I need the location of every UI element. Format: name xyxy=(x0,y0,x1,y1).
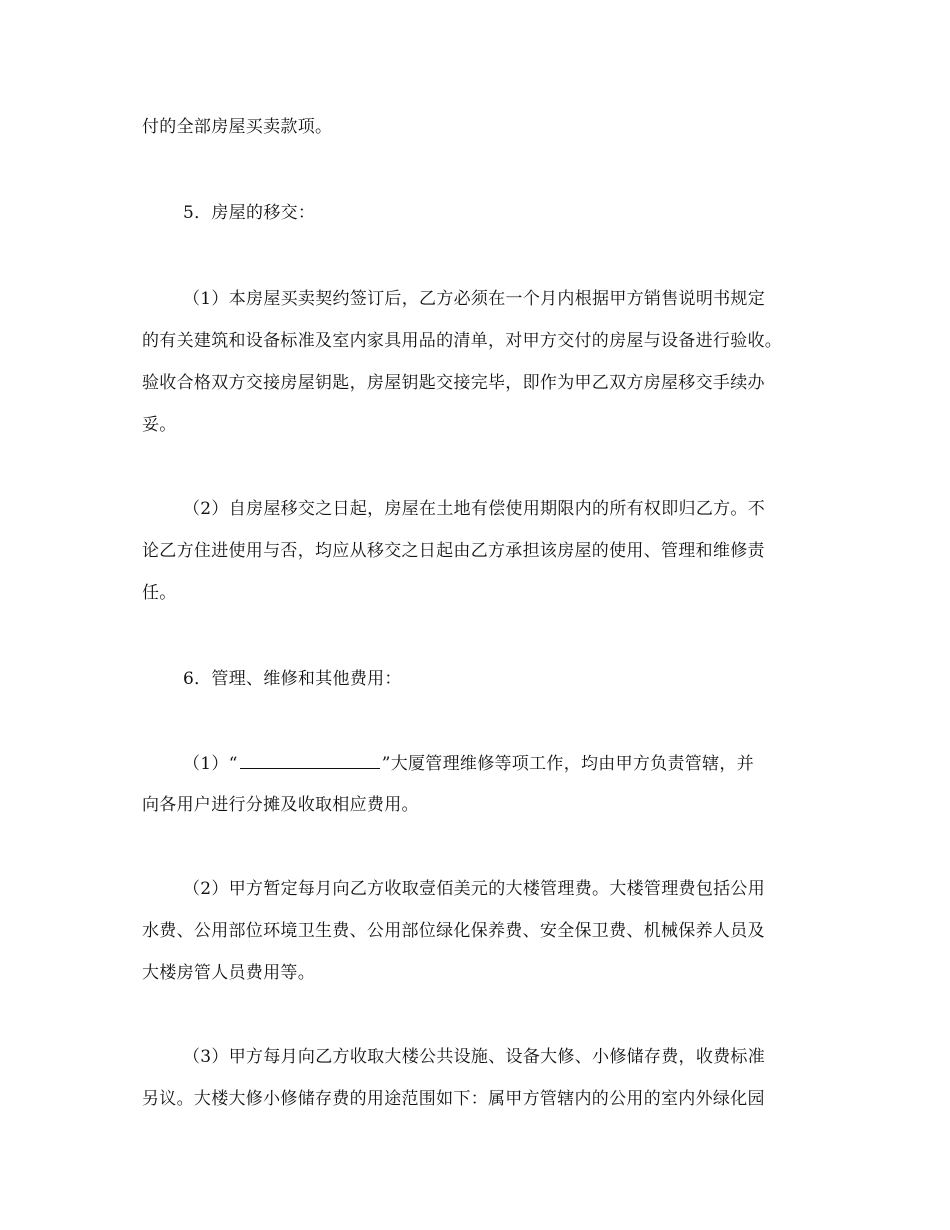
text-line: （3）甲方每月向乙方收取大楼公共设施、设备大修、小修储存费，收费标准 xyxy=(183,1047,766,1067)
text-line: 水费、公用部位环境卫生费、公用部位绿化保养费、安全保卫费、机械保养人员及 xyxy=(142,921,765,941)
section-heading-5: 5．房屋的移交： xyxy=(183,203,316,223)
text-line: 另议。大楼大修小修储存费的用途范围如下：属甲方管辖内的公用的室内外绿化园 xyxy=(142,1089,765,1109)
section-heading-6: 6．管理、维修和其他费用： xyxy=(183,669,402,689)
text-fragment: ”大厦管理维修等项工作，均由甲方负责管辖，并 xyxy=(381,754,755,774)
text-line: 向各用户进行分摊及收取相应费用。 xyxy=(142,795,419,815)
text-line: （2）甲方暂定每月向乙方收取壹佰美元的大楼管理费。大楼管理费包括公用 xyxy=(183,879,766,899)
text-line: 验收合格双方交接房屋钥匙，房屋钥匙交接完毕，即作为甲乙双方房屋移交手续办 xyxy=(142,373,765,393)
text-line: 的有关建筑和设备标准及室内家具用品的清单，对甲方交付的房屋与设备进行验收。 xyxy=(142,331,783,351)
fill-in-blank-line xyxy=(240,752,380,769)
text-line: 论乙方住进使用与否，均应从移交之日起由乙方承担该房屋的使用、管理和维修责 xyxy=(142,541,765,561)
text-line: 付的全部房屋买卖款项。 xyxy=(142,117,333,137)
text-line-with-blank xyxy=(183,752,754,775)
text-line: 任。 xyxy=(142,583,177,603)
text-fragment: （1）“ xyxy=(183,754,238,774)
text-line: （1）本房屋买卖契约签订后，乙方必须在一个月内根据甲方销售说明书规定 xyxy=(183,289,766,309)
text-line: 妥。 xyxy=(142,415,177,435)
text-line: 大楼房管人员费用等。 xyxy=(142,963,315,983)
text-line: （2）自房屋移交之日起，房屋在土地有偿使用期限内的所有权即归乙方。不 xyxy=(183,499,766,519)
